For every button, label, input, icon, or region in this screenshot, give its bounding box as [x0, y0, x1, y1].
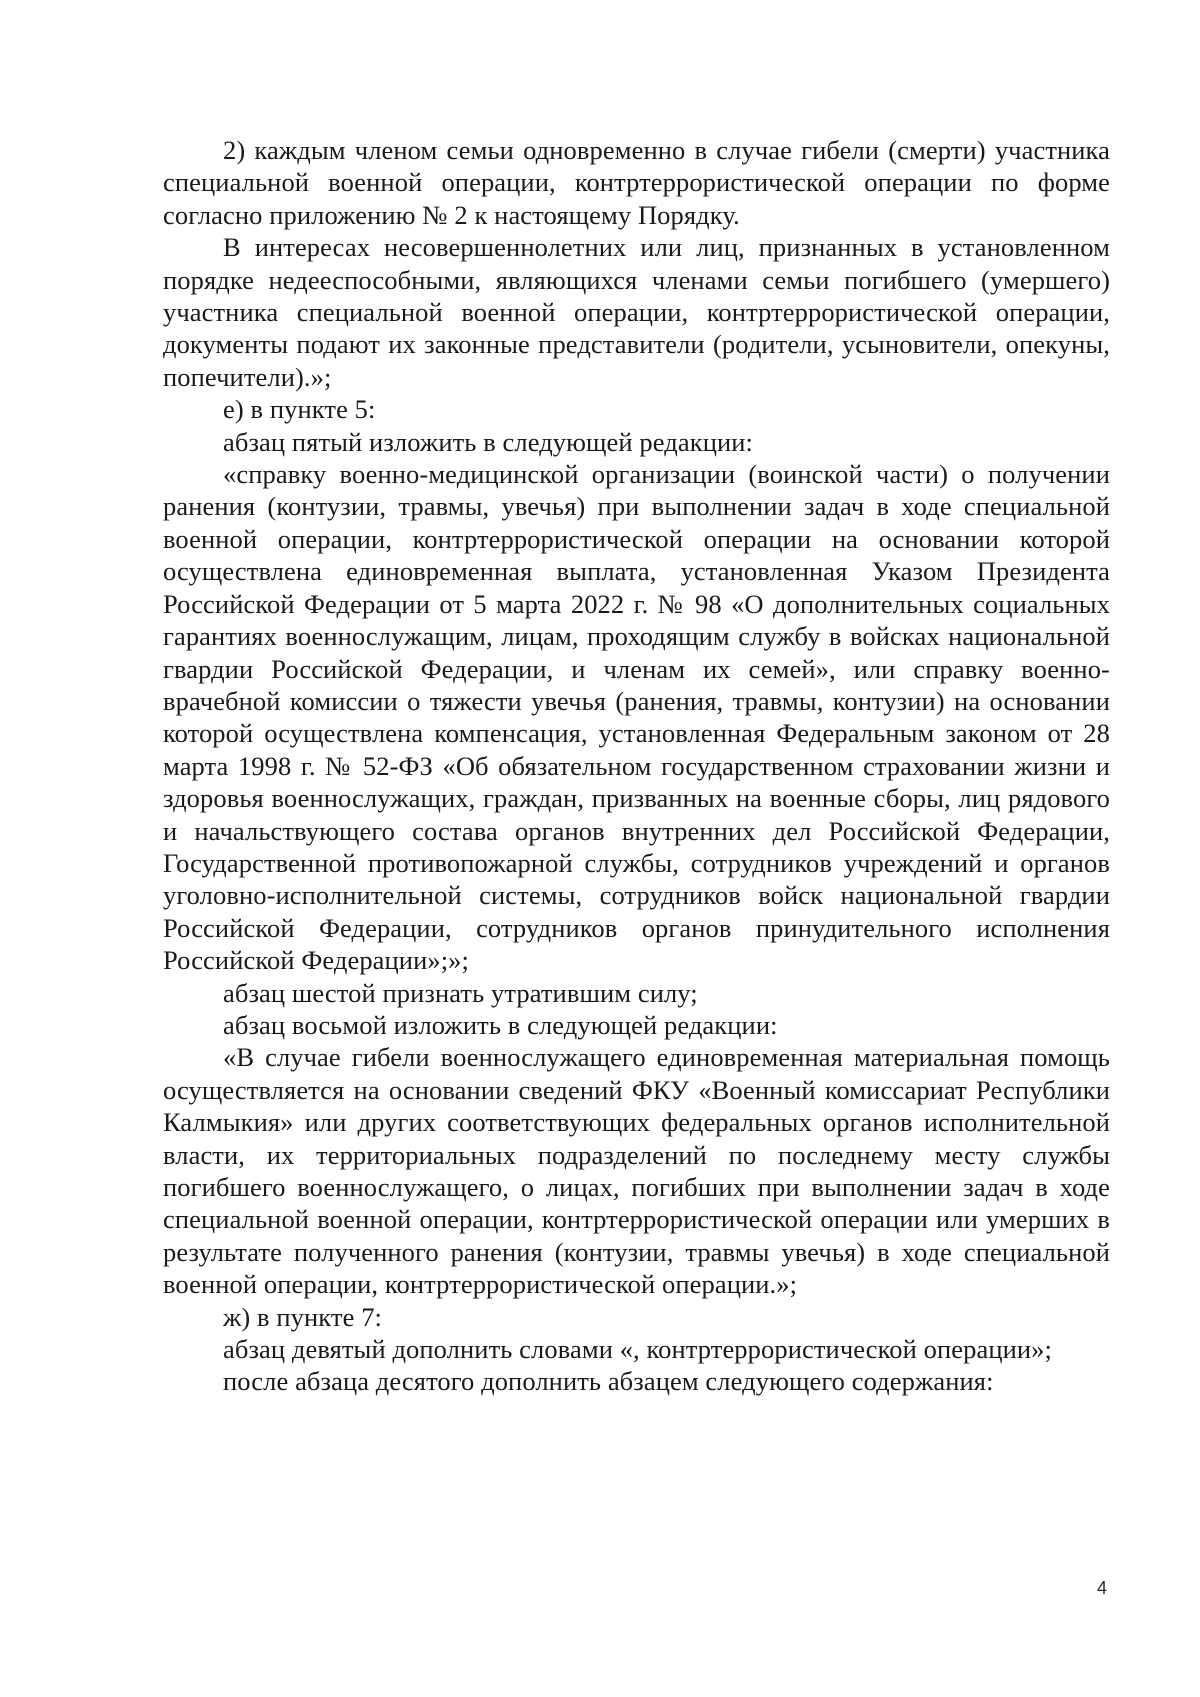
paragraph-legal-representatives: В интересах несовершеннолетних или лиц, признанных в установленном порядке недееспособными, являющихся членами семьи погибшего (умершего) участника специальной военной операции, контртеррористической операции, документы подают их законные представители (родители, усыновители, опекуны, попечители).»; — [163, 232, 1110, 392]
paragraph-subitem-zh: ж) в пункте 7: — [223, 1301, 383, 1332]
paragraph-subitem-e: е) в пункте 5: — [223, 394, 376, 425]
paragraph-after-tenth-abzac: после абзаца десятого дополнить абзацем следующего содержания: — [223, 1366, 994, 1397]
document-body — [163, 134, 1110, 1398]
paragraph-eighth-abzac-header: абзац восьмой изложить в следующей редакции: — [223, 1009, 778, 1040]
paragraph-item-2: 2) каждым членом семьи одновременно в случае гибели (смерти) участника специальной военной операции, контртеррористической операции по форме согласно приложению № 2 к настоящему Порядку. — [163, 135, 1110, 230]
paragraph-fifth-abzac-header: абзац пятый изложить в следующей редакции: — [223, 426, 754, 457]
paragraph-certificate-text: «справку военно-медицинской организации (воинской части) о получении ранения (контузии, травмы, увечья) при выполнении задач в ходе специальной военной операции, контртеррористической операции на основании которой осуществлена единовременная выплата, установленная Указом Президента Российской Федерации от 5 марта 2022 г. № 98 «О дополнительных социальных гарантиях военнослужащим, лицам, проходящим службу в войсках национальной гвардии Российской Федерации, и членам их семей», или справку военно-врачебной комиссии о тяжести увечья (ранения, травмы, контузии) на основании которой осуществлена компенсация, установленная Федеральным законом от 28 марта 1998 г. № 52-ФЗ «Об обязательном государственном страховании жизни и здоровья военнослужащих, граждан, призванных на военные сборы, лиц рядового и начальствующего состава органов внутренних дел Российской Федерации, Государственной противопожарной службы, сотрудников учреждений и органов уголовно-исполнительной системы, сотрудников войск национальной гвардии Российской Федерации, сотрудников органов принудительного исполнения Российской Федерации»;»; — [163, 459, 1110, 976]
paragraph-ninth-abzac-addition: абзац девятый дополнить словами «, контртеррористической операции»; — [223, 1334, 1052, 1365]
page-number: 4 — [1096, 1578, 1107, 1598]
paragraph-death-case-text: «В случае гибели военнослужащего единовременная материальная помощь осуществляется на основании сведений ФКУ «Военный комиссариат Республики Калмыкия» или других соответствующих федеральных органов исполнительной власти, их территориальных подразделений по последнему месту службы погибшего военнослужащего, о лицах, погибших при выполнении задач в ходе специальной военной операции, контртеррористической операции или умерших в результате полученного ранения (контузии, травмы увечья) в ходе специальной военной операции, контртеррористической операции.»; — [163, 1042, 1110, 1300]
paragraph-sixth-abzac-void: абзац шестой признать утратившим силу; — [223, 977, 698, 1008]
